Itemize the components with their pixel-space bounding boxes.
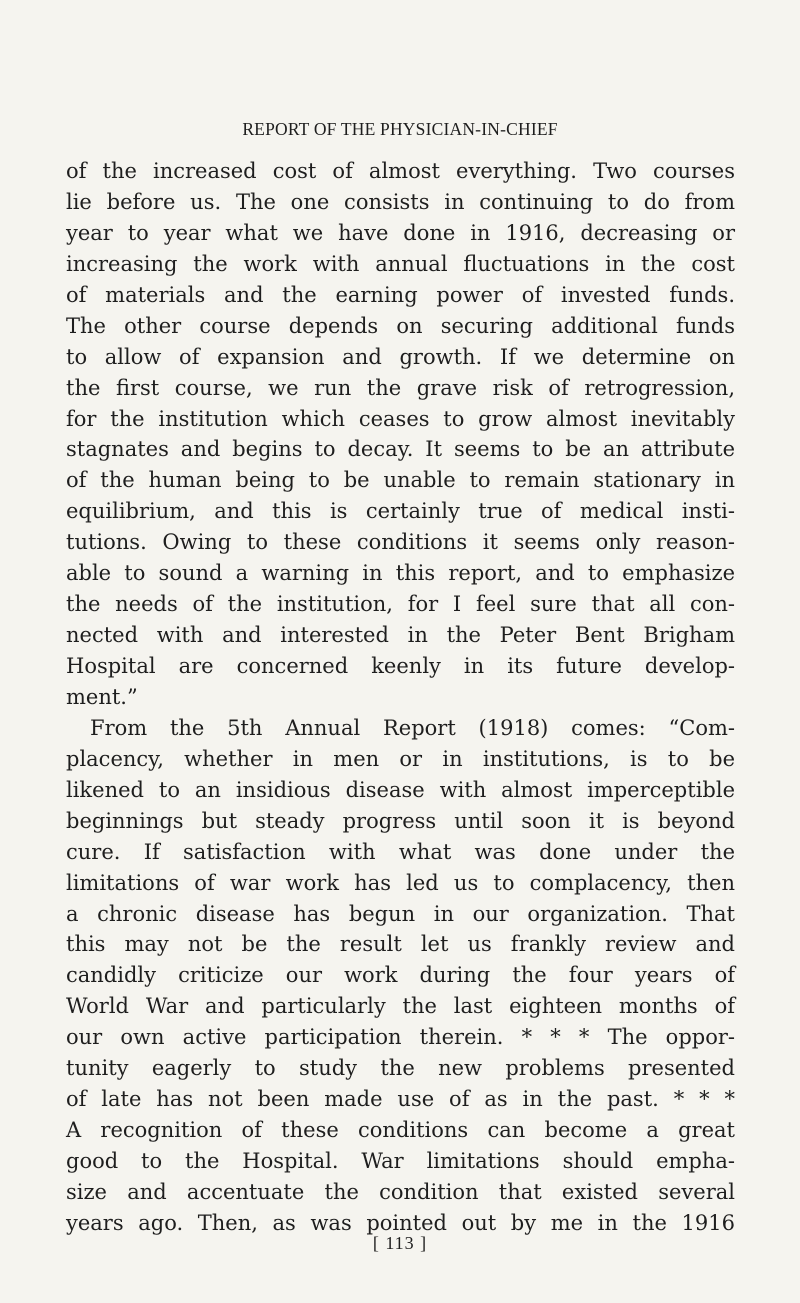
text-line: increasing the work with annual fluctuations in the cost	[66, 251, 735, 276]
text-line: stagnates and begins to decay. It seems to be an attribute	[66, 437, 735, 462]
text-line: limitations of war work has led us to complacency, then	[66, 870, 735, 895]
text-line: of late has not been made use of as in the past. * * *	[66, 1087, 735, 1112]
body-text	[66, 156, 735, 1239]
text-line: of materials and the earning power of invested funds.	[66, 282, 735, 307]
text-line: likened to an insidious disease with almost imperceptible	[66, 777, 735, 802]
text-line: able to sound a warning in this report, and to emphasize	[66, 561, 735, 586]
text-line: of the increased cost of almost everything. Two courses	[66, 159, 735, 183]
text-line: beginnings but steady progress until soon it is beyond	[66, 808, 735, 833]
text-line: year to year what we have done in 1916, decreasing or	[66, 220, 735, 245]
text-line: size and accentuate the condition that existed several	[66, 1179, 735, 1204]
text-line: good to the Hospital. War limitations should empha-	[66, 1149, 735, 1173]
paragraph-start-line: From the 5th Annual Report (1918) comes: “Com-	[90, 715, 735, 740]
text-line: this may not be the result let us frankly review and	[66, 932, 735, 957]
text-line: nected with and interested in the Peter Bent Brigham	[66, 623, 735, 648]
text-line: a chronic disease has begun in our organization. That	[66, 901, 735, 926]
text-line: of the human being to be unable to remain stationary in	[66, 468, 735, 493]
text-line: equilibrium, and this is certainly true of medical insti-	[66, 499, 735, 524]
running-head: REPORT OF THE PHYSICIAN-IN-CHIEF	[242, 119, 558, 139]
text-line: placency, whether in men or in institutions, is to be	[66, 746, 735, 771]
text-line: the first course, we run the grave risk of retrogression,	[66, 375, 735, 400]
text-line: candidly criticize our work during the four years of	[66, 963, 735, 988]
text-line: the needs of the institution, for I feel sure that all con-	[66, 592, 735, 617]
text-line: years ago. Then, as was pointed out by me in the 1916	[66, 1210, 735, 1235]
text-line: lie before us. The one consists in continuing to do from	[66, 189, 735, 214]
text-line: tunity eagerly to study the new problems presented	[66, 1056, 735, 1081]
text-line: World War and particularly the last eighteen months of	[66, 994, 735, 1019]
text-line: Hospital are concerned keenly in its future develop-	[66, 654, 735, 678]
text-line: our own active participation therein. * * * The oppor-	[66, 1025, 735, 1050]
text-line: A recognition of these conditions can become a great	[66, 1118, 735, 1143]
text-line: cure. If satisfaction with what was done under the	[66, 839, 735, 864]
text-line: The other course depends on securing additional funds	[66, 313, 735, 338]
text-line: to allow of expansion and growth. If we determine on	[66, 344, 735, 369]
text-line: tutions. Owing to these conditions it seems only reason-	[66, 530, 735, 555]
text-line: ment.”	[66, 684, 138, 709]
text-line: for the institution which ceases to grow almost inevitably	[66, 406, 735, 431]
page-number: [ 113 ]	[372, 1233, 428, 1253]
